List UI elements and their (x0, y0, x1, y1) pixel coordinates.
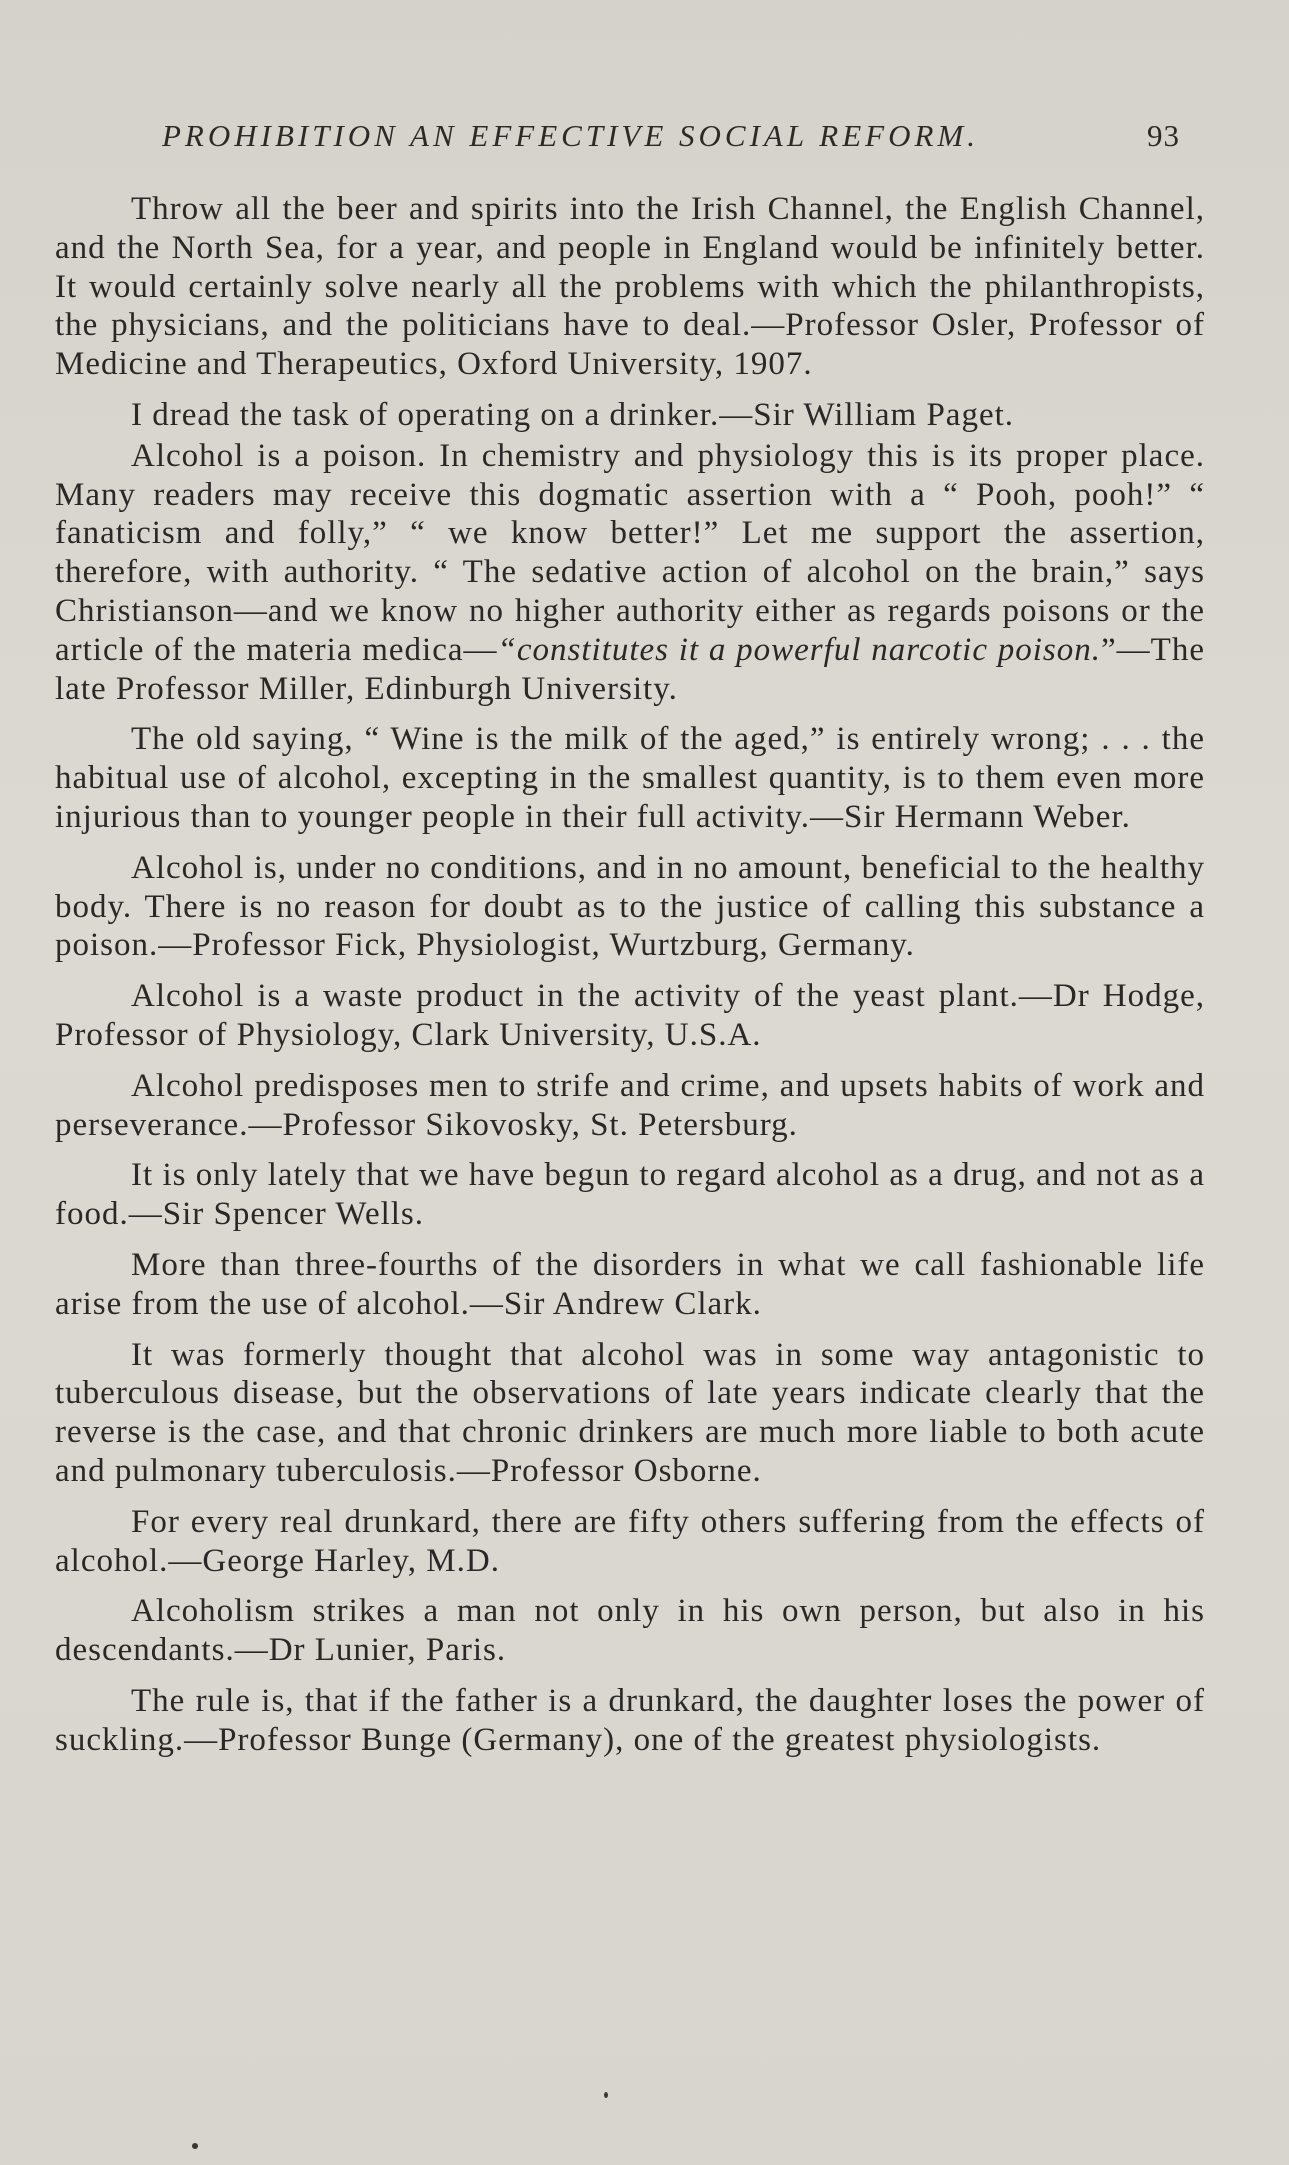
ink-speck (604, 2092, 608, 2098)
quote-harley: For every real drunkard, there are fifty others suffering from the effects of alcohol.—George Harley, M.D. (55, 1503, 1205, 1579)
page-number: 93 (1147, 118, 1180, 153)
quote-lunier: Alcoholism strikes a man not only in his own person, but also in his descendants.—Dr Lunier, Paris. (55, 1593, 1205, 1669)
page-body (55, 190, 1205, 1771)
quote-fick: Alcohol is, under no conditions, and in no amount, beneficial to the healthy body. There is no reason for doubt as to the justice of calling this substance a poison.—Professor Fick, Physiologist, Wurtzburg, Germany. (55, 849, 1205, 964)
quote-sikovosky: Alcohol predisposes men to strife and crime, and upsets habits of work and perseverance.—Professor Sikovosky, St. Petersburg. (55, 1067, 1205, 1143)
quote-osler: Throw all the beer and spirits into the Irish Channel, the English Channel, and the North Sea, for a year, and people in England would be infinitely better. It would certainly solve nearly all the problems with which the philanthropists, the physicians, and the politicians have to deal.—Professor Osler, Professor of Medicine and Therapeutics, Oxford University, 1907. (55, 191, 1205, 383)
running-head: PROHIBITION AN EFFECTIVE SOCIAL REFORM. (162, 118, 979, 153)
quote-miller-italic: “constitutes it a powerful narcotic poison. (497, 631, 1102, 668)
quote-bunge: The rule is, that if the father is a drunkard, the daughter loses the power of suckling.—Professor Bunge (Germany), one of the greatest physiologists. (55, 1682, 1205, 1758)
ink-speck (192, 2143, 198, 2149)
quote-wells: It is only lately that we have begun to regard alcohol as a drug, and not as a food.—Sir Spencer Wells. (55, 1157, 1205, 1233)
quote-miller-lead: Alcohol is a poison. In chemistry and physiology this is its proper place. Many readers may receive this dogmatic assertion with a “ Pooh, pooh!” “ fanaticism and folly,” “ we know better!” Let me support the assertion, therefore, with authority. “ The sedative action of alcohol on the brain,” says Christianson—and we know no higher authority either as regards poisons or the article of the materia medica— (55, 437, 1205, 668)
quote-weber: The old saying, “ Wine is the milk of the aged,” is entirely wrong; . . . the habitual use of alcohol, excepting in the smallest quantity, is to them even more injurious than to younger people in their full activity.—Sir Hermann Weber. (55, 721, 1205, 835)
quote-miller-tail: ”—The late Professor Miller, Edinburgh University. (55, 631, 1205, 707)
quote-hodge: Alcohol is a waste product in the activity of the yeast plant.—Dr Hodge, Professor of Physiology, Clark University, U.S.A. (55, 978, 1205, 1053)
quote-clark: More than three-fourths of the disorders in what we call fashionable life arise from the use of alcohol.—Sir Andrew Clark. (55, 1246, 1205, 1322)
page-header (162, 118, 1180, 158)
quote-osborne: It was formerly thought that alcohol was in some way antagonistic to tuberculous disease, but the observations of late years indicate clearly that the reverse is the case, and that chronic drinkers are much more liable to both acute and pulmonary tuberculosis.—Professor Osborne. (55, 1336, 1205, 1489)
quote-paget: I dread the task of operating on a drinker.—Sir William Paget. (131, 396, 1015, 433)
quote-miller (55, 437, 1205, 709)
